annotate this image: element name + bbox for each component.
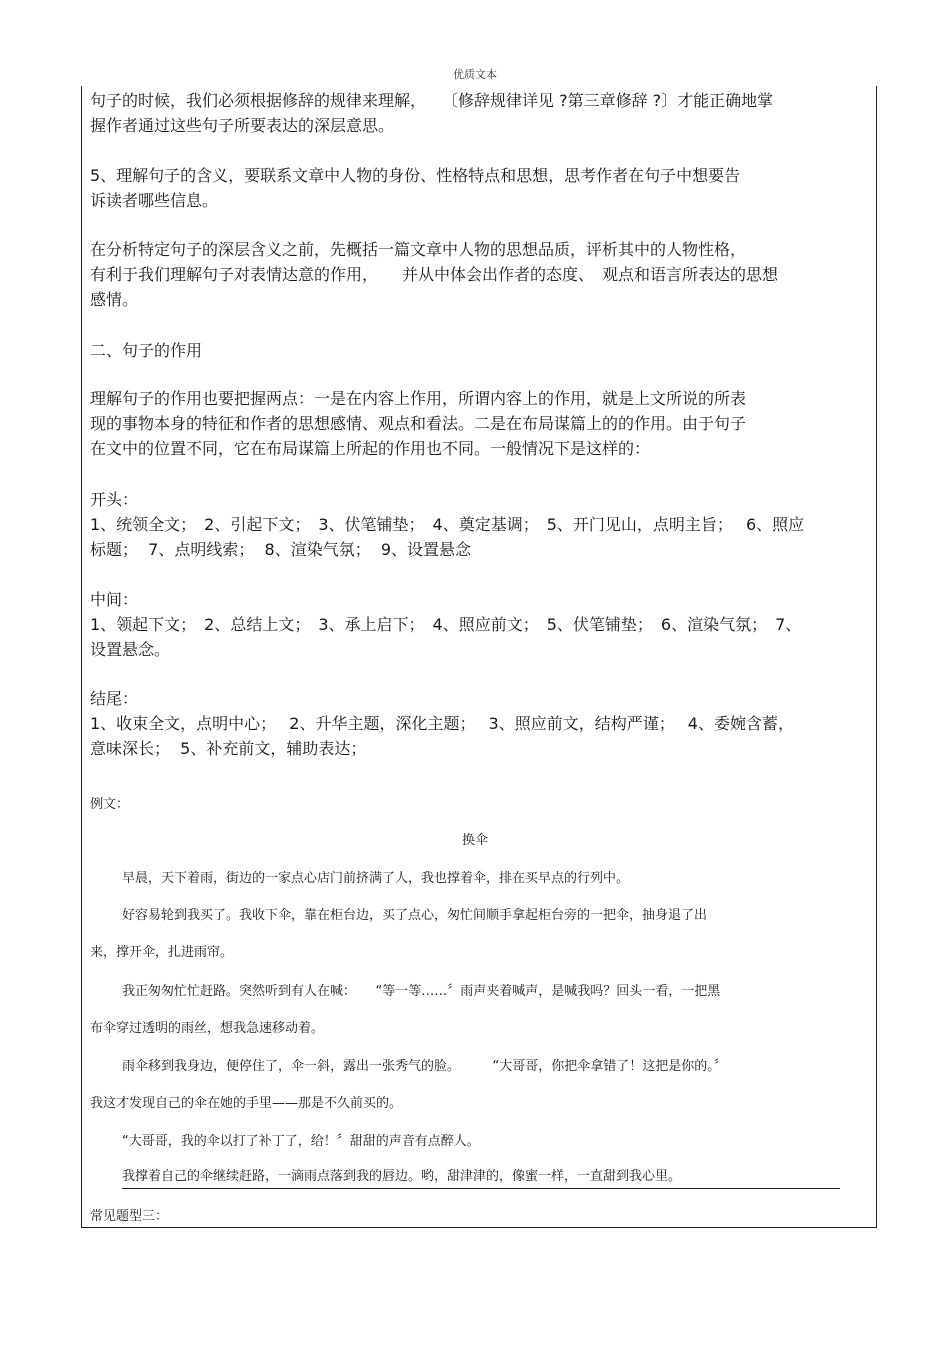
example-paragraph: 雨伞移到我身边，便停住了，伞一斜，露出一张秀气的脸。 “大哥哥，你把伞拿错了！这把是你的。〞 <box>122 1059 727 1074</box>
example-paragraph: “大哥哥，我的伞以打了补丁了，给！〞甜甜的声音有点醉人。 <box>122 1134 480 1149</box>
paragraph-line: 在文中的位置不同，它在布局谋篇上所起的作用也不同。一般情况下是这样的： <box>90 439 651 458</box>
example-paragraph: 布伞穿过透明的雨丝，想我急速移动着。 <box>90 1021 325 1036</box>
list-line: 标题； 7、点明线索； 8、渲染气氛； 9、设置悬念 <box>90 540 472 559</box>
example-paragraph: 好容易轮到我买了。我收下伞，靠在柜台边，买了点心，匆忙间顺手拿起柜台旁的一把伞，抽身退了出 <box>122 908 708 923</box>
paragraph-line: 5、理解句子的含义，要联系文章中人物的身份、性格特点和思想，思考作者在句子中想要告 <box>90 166 741 185</box>
example-title: 换伞 <box>461 833 488 848</box>
example-paragraph: 我这才发现自己的伞在她的手里——那是不久前买的。 <box>90 1096 403 1111</box>
section-heading: 二、句子的作用 <box>90 341 203 360</box>
paragraph-line: 有利于我们理解句子对表情达意的作用， 并从中体会出作者的态度、 观点和语言所表达的思想 <box>90 265 779 284</box>
paragraph-line: 握作者通过这些句子所要表达的深层意思。 <box>90 116 395 135</box>
example-label: 例文： <box>90 797 130 812</box>
example-paragraph: 我正匆匆忙忙赶路。突然听到有人在喊： “等一等……〞雨声夹着喊声，是喊我吗？回头一看，一把黑 <box>122 984 721 999</box>
paragraph-line: 感情。 <box>90 290 139 309</box>
subsection-heading: 开头： <box>90 490 139 509</box>
paragraph-line: 理解句子的作用也要把握两点：一是在内容上作用，所谓内容上的作用，就是上文所说的所表 <box>90 389 747 408</box>
paragraph-line: 现的事物本身的特征和作者的思想感情、观点和看法。二是在布局谋篇上的的作用。由于句子 <box>90 414 747 433</box>
example-paragraph: 我撑着自己的伞继续赶路，一滴雨点落到我的唇边。哟，甜津津的，像蜜一样，一直甜到我心里。 <box>122 1168 840 1189</box>
example-paragraph: 来，撑开伞，扎进雨帘。 <box>90 945 234 960</box>
paragraph-line: 诉读者哪些信息。 <box>90 191 219 210</box>
list-line: 1、收束全文，点明中心； 2、升华主题，深化主题； 3、照应前文，结构严谨； 4、委婉含蓄， <box>90 714 794 733</box>
list-line: 意味深长； 5、补充前文，辅助表达； <box>90 739 367 758</box>
list-line: 1、领起下文； 2、总结上文； 3、承上启下； 4、照应前文； 5、伏笔铺垫； 6、渲染气氛； 7、 <box>90 615 802 634</box>
subsection-heading: 中间： <box>90 590 139 609</box>
example-paragraph: 早晨，天下着雨，街边的一家点心店门前挤满了人，我也撑着伞，排在买早点的行列中。 <box>122 871 630 886</box>
paragraph-line: 在分析特定句子的深层含义之前，先概括一篇文章中人物的思想品质，评析其中的人物性格， <box>90 240 747 259</box>
page-header: 优质文本 <box>453 68 497 81</box>
footer-label: 常见题型三： <box>90 1209 169 1224</box>
paragraph-line: 句子的时候，我们必须根据修辞的规律来理解， 〔修辞规律详见 ?第三章修辞 ?〕才能正确地掌 <box>90 91 774 110</box>
subsection-heading: 结尾： <box>90 689 139 708</box>
list-line: 1、统领全文； 2、引起下文； 3、伏笔铺垫； 4、奠定基调； 5、开门见山，点明主旨； 6、照应 <box>90 515 805 534</box>
list-line: 设置悬念。 <box>90 640 171 659</box>
